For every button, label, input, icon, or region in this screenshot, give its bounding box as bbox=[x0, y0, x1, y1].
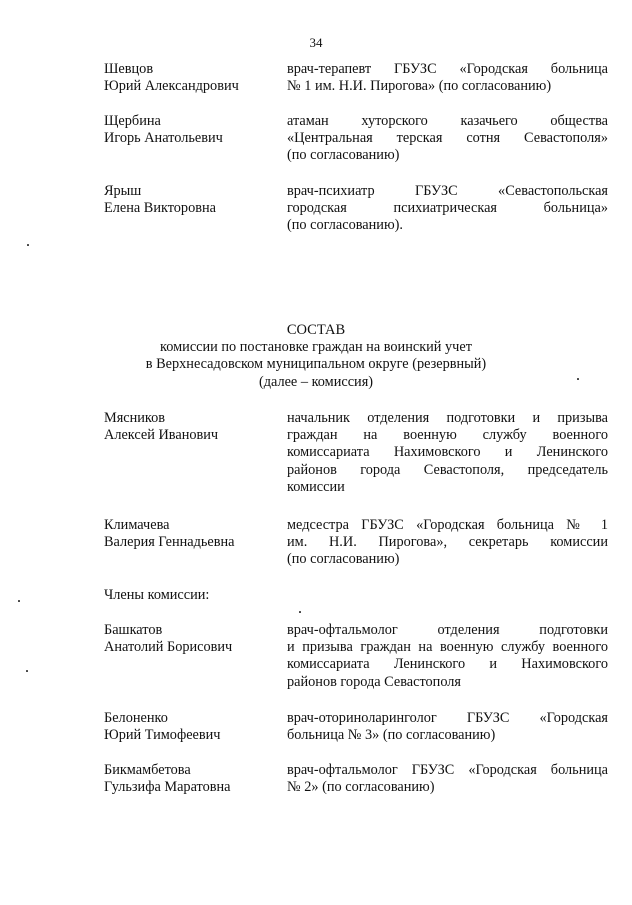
person-name: Шевцов Юрий Александрович bbox=[104, 61, 239, 95]
person-name: Щербина Игорь Анатольевич bbox=[104, 113, 223, 147]
person-name: Белоненко Юрий Тимофеевич bbox=[104, 710, 221, 744]
person-name: Климачева Валерия Геннадьевна bbox=[104, 517, 235, 551]
person-position: врач-психиатр ГБУЗС «Севастопольская городская психиатрическая больница» (по согласованию). bbox=[287, 183, 608, 234]
scan-speck bbox=[26, 670, 28, 672]
person-name: Бикмамбетова Гульзифа Маратовна bbox=[104, 762, 231, 796]
page-number: 34 bbox=[309, 35, 323, 50]
scan-speck bbox=[18, 600, 20, 602]
scan-speck bbox=[577, 378, 579, 380]
person-name: Башкатов Анатолий Борисович bbox=[104, 622, 233, 656]
heading-title: СОСТАВ bbox=[286, 322, 346, 338]
person-position: атаман хуторского казачьего общества «Центральная терская сотня Севастополя» (по согласованию) bbox=[287, 113, 608, 164]
heading-line: (далее – комиссия) bbox=[258, 373, 374, 390]
person-position: врач-оториноларинголог ГБУЗС «Городская больница № 3» (по согласованию) bbox=[287, 710, 608, 744]
person-position: медсестра ГБУЗС «Городская больница № 1 им. Н.И. Пирогова», секретарь комиссии (по согласованию) bbox=[287, 517, 608, 568]
person-position: врач-терапевт ГБУЗС «Городская больница № 1 им. Н.И. Пирогова» (по согласованию) bbox=[287, 61, 608, 95]
scan-speck bbox=[27, 244, 29, 246]
section-heading bbox=[0, 322, 632, 391]
person-position: начальник отделения подготовки и призыва граждан на военную службу военного комиссариата Нахимовского и Ленинского районов города Севастополя, председатель комиссии bbox=[287, 410, 608, 495]
person-position: врач-офтальмолог отделения подготовки и призыва граждан на военную службу военного комиссариата Ленинского и Нахимовского районов города Севастополя bbox=[287, 622, 608, 690]
heading-line: в Верхнесадовском муниципальном округе (резервный) bbox=[145, 356, 487, 373]
heading-line: комиссии по постановке граждан на воинский учет bbox=[160, 339, 472, 356]
members-label: Члены комиссии: bbox=[104, 587, 210, 603]
person-position: врач-офтальмолог ГБУЗС «Городская больница № 2» (по согласованию) bbox=[287, 762, 608, 796]
person-name: Ярыш Елена Викторовна bbox=[104, 183, 216, 217]
scan-speck bbox=[299, 611, 301, 613]
person-name: Мясников Алексей Иванович bbox=[104, 410, 219, 444]
